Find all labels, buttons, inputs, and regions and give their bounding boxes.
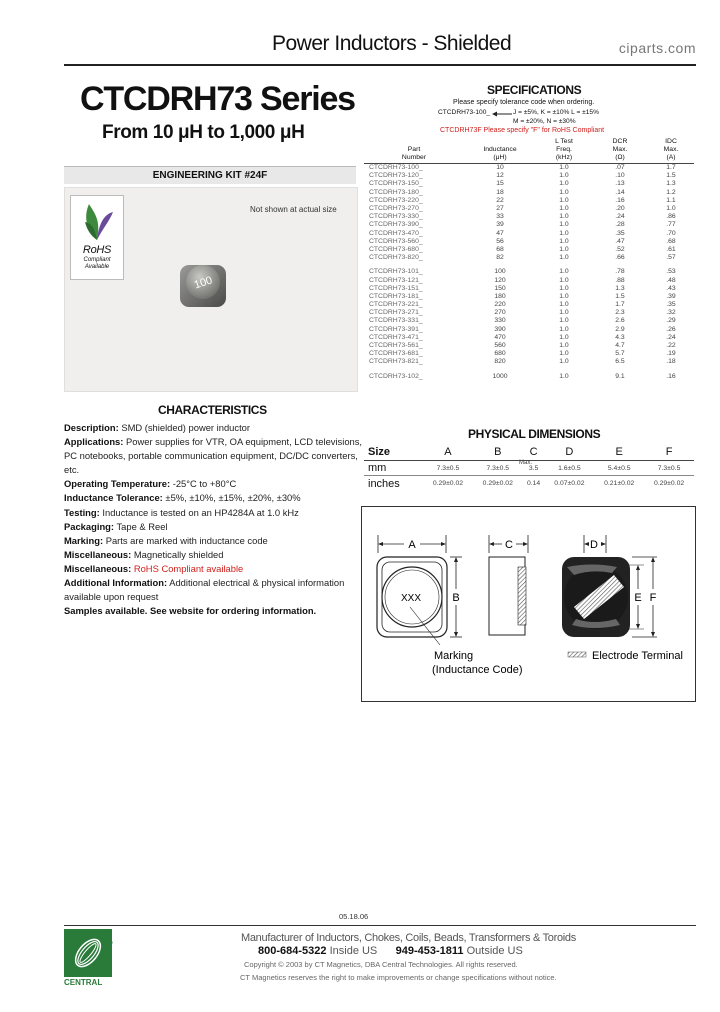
table-row: CTCDRH73-561_ 560 1.0 4.7 .22 <box>369 342 676 350</box>
rohs-logo-subtext: Compliant Available <box>83 257 111 270</box>
bottom-view <box>562 535 683 662</box>
table-row: CTCDRH73-180_ 18 1.0 .14 1.2 <box>369 188 676 196</box>
table-row: CTCDRH73-181_ 180 1.0 1.5 .39 <box>369 292 676 300</box>
logo-wordmark: CENTRAL <box>64 978 103 987</box>
char-row-misc-rohs: Miscellaneous: RoHS Compliant available <box>64 562 244 574</box>
tolerance-codes-line1: J = ±5%, K = ±10% L = ±15% <box>513 109 599 116</box>
table-row: CTCDRH73-271_ 270 1.0 2.3 .32 <box>369 309 676 317</box>
series-range: From 10 μH to 1,000 μH <box>102 122 305 143</box>
table-row: CTCDRH73-471_ 470 1.0 4.3 .24 <box>369 333 676 341</box>
dimensions-row-mm: mm 7.3±0.5 7.3±0.5 3.5 1.6±0.5 5.4±0.5 7.3±0.5 <box>364 461 694 476</box>
not-to-scale-note: Not shown at actual size <box>250 205 337 214</box>
ordering-code: CTCDRH73-100_ <box>438 109 491 116</box>
table-row: CTCDRH73-681_ 680 1.0 5.7 .19 <box>369 350 676 358</box>
table-row: CTCDRH73-560_ 56 1.0 .47 .68 <box>369 237 676 245</box>
inside-us-label: Inside US <box>329 945 378 957</box>
outside-us-label: Outside US <box>466 945 523 957</box>
table-row: CTCDRH73-101_ 100 1.0 .78 .53 <box>369 268 676 276</box>
table-row: CTCDRH73-391_ 390 1.0 2.9 .26 <box>369 325 676 333</box>
max-label: Max. <box>519 460 533 466</box>
table-row: CTCDRH73-331_ 330 1.0 2.6 .29 <box>369 317 676 325</box>
tolerance-codes-line2: M = ±20%, N = ±30% <box>513 118 576 125</box>
series-title: CTCDRH73 Series <box>80 80 355 118</box>
table-row: CTCDRH73-390_ 39 1.0 .28 .77 <box>369 221 676 229</box>
rohs-ordering-note: CTCDRH73F Please specify "F" for RoHS Compliant <box>440 127 605 134</box>
dim-f-label: F <box>649 592 657 604</box>
specifications-title: SPECIFICATIONS <box>487 83 582 97</box>
inductance-code-label: (Inductance Code) <box>432 664 523 676</box>
table-row: CTCDRH73-680_ 68 1.0 .52 .61 <box>369 245 676 253</box>
physical-dimensions-title: PHYSICAL DIMENSIONS <box>468 427 601 441</box>
marking-label: Marking <box>434 650 474 662</box>
electrode-terminal-label: Electrode Terminal <box>592 650 683 662</box>
phone-outside-us[interactable]: 949-453-1811 <box>395 945 464 957</box>
table-row: CTCDRH73-151_ 150 1.0 1.3 .43 <box>369 284 676 292</box>
char-row-description: Description: SMD (shielded) power inductor <box>64 422 251 433</box>
table-row: CTCDRH73-102_ 1000 1.0 9.1 .16 <box>369 372 676 380</box>
char-row-testing: Testing: Inductance is tested on an HP4284A at 1.0 kHz <box>64 506 299 518</box>
table-row: CTCDRH73-330_ 33 1.0 .24 .86 <box>369 213 676 221</box>
arrow-left-icon <box>492 111 512 117</box>
footer-divider <box>64 925 696 926</box>
dim-d-label: D <box>590 539 598 551</box>
side-view <box>489 535 528 635</box>
dim-a-label: A <box>408 539 416 551</box>
inductor-marking: 100 <box>192 274 214 292</box>
dim-c-label: C <box>505 539 513 551</box>
dim-b-label: B <box>452 592 460 604</box>
phone-line <box>258 945 523 957</box>
table-row: CTCDRH73-220_ 22 1.0 .16 1.1 <box>369 196 676 204</box>
revision-date: 05.18.06 <box>339 912 369 921</box>
table-row: CTCDRH73-821_ 820 1.0 6.5 .18 <box>369 358 676 366</box>
marking-code: XXX <box>400 593 422 604</box>
dimensions-header: Size A B C D E F <box>364 443 694 461</box>
copyright: Copyright © 2003 by CT Magnetics, DBA Central Technologies. All rights reserved. <box>244 960 518 969</box>
disclaimer: CT Magnetics reserves the right to make improvements or change specifications without notice. <box>240 973 557 982</box>
dimension-drawing <box>362 507 695 701</box>
characteristics-list <box>64 421 364 618</box>
specifications-table: L Test DCR IDC Part Inductance Freq. Max. Max. Number (μH) (kHz) (Ω) (A) CTCDRH73-100_ 10 1.0 .07 1.7 CTCDRH73-120_ 12 1.0 .10 1.5 CTCDRH73-150_ 15 1.0 .13 1.3 CTCDRH73-180_ 18 1.0 .14 1.2 CTCDRH73-220_ 22 1.0 .16 1.1 CTCDRH73-270_ 27 1.0 .20 1.0 CTCDRH73-330_ 33 1.0 .24 .86 CTCDRH73-390_ 39 1.0 .28 .77 CTCDRH73-470_ 47 1.0 .35 .70 CTCDRH73-560_ 56 1.0 .47 .68 CTCDRH73-680_ 68 1.0 .52 .61 CTCDRH73-820_ 82 1.0 .66 .57 CTCDRH73-101_ 100 1.0 .78 .53 CTCDRH73-121_ 120 1.0 .88 .48 CTCDRH73-151_ 150 1.0 1.3 .43 CTCDRH73-181_ 180 1.0 1.5 .39 CTCDRH73-221_ 220 1.0 1.7 .35 CTCDRH73-271_ 270 1.0 2.3 .32 CTCDRH73-331_ 330 1.0 2.6 .29 CTCDRH73-391_ 390 1.0 2.9 .26 CTCDRH73-471_ 470 1.0 4.3 .24 CTCDRH73-561_ 560 1.0 4.7 .22 CTCDRH73-681_ 680 1.0 5.7 .19 CTCDRH73-821_ 820 1.0 6.5 .18 CTCDRH73-102_ 1000 1.0 9.1 .16 <box>364 138 694 381</box>
char-row-tolerance: Inductance Tolerance: ±5%, ±10%, ±15%, ±20%, ±30% <box>64 492 301 504</box>
electrode-swatch <box>568 652 586 657</box>
dimension-diagram <box>361 506 696 702</box>
table-row: CTCDRH73-470_ 47 1.0 .35 .70 <box>369 229 676 237</box>
engineering-kit-label: ENGINEERING KIT #24F <box>64 166 356 184</box>
tolerance-note: Please specify tolerance code when ordering. <box>453 99 595 106</box>
char-row-operating-temp: Operating Temperature: -25°C to +80°C <box>64 478 237 490</box>
table-row: CTCDRH73-120_ 12 1.0 .10 1.5 <box>369 172 676 180</box>
characteristics-title: CHARACTERISTICS <box>158 403 267 417</box>
char-row-additional-info: Additional Information: Additional electrical & physical information available upon request <box>64 577 345 603</box>
table-row: CTCDRH73-221_ 220 1.0 1.7 .35 <box>369 301 676 309</box>
logo-vertical-text: Technologies <box>104 930 113 977</box>
table-row: CTCDRH73-100_ 10 1.0 .07 1.7 <box>369 164 676 172</box>
site-link[interactable]: ciparts.com <box>618 40 696 56</box>
table-row: CTCDRH73-820_ 82 1.0 .66 .57 <box>369 254 676 262</box>
dimensions-row-inches: inches 0.29±0.02 0.29±0.02 0.14 0.07±0.02 0.21±0.02 0.29±0.02 <box>368 477 685 490</box>
table-row: CTCDRH73-150_ 15 1.0 .13 1.3 <box>369 180 676 188</box>
rohs-logo-text: RoHS <box>82 244 112 256</box>
table-row: CTCDRH73-270_ 27 1.0 .20 1.0 <box>369 205 676 213</box>
leaf-icon <box>79 200 115 242</box>
char-row-applications: Applications: Power supplies for VTR, OA equipment, LCD televisions, PC notebooks, portable communication equipment, DC/DC converters, etc. <box>64 436 363 476</box>
dim-e-label: E <box>634 592 642 604</box>
char-row-misc-shielded: Miscellaneous: Magnetically shielded <box>64 548 224 560</box>
samples-note: Samples available. See website for ordering information. <box>64 605 317 617</box>
manufacturer-line: Manufacturer of Inductors, Chokes, Coils, Beads, Transformers & Toroids <box>241 932 576 944</box>
char-row-packaging: Packaging: Tape & Reel <box>64 520 168 532</box>
inductor-image <box>178 260 228 310</box>
dimensions-table <box>364 443 694 491</box>
specifications-header: Number (μH) (kHz) (Ω) (A) <box>364 154 694 164</box>
char-row-marking: Marking: Parts are marked with inductance code <box>64 534 268 546</box>
table-row: CTCDRH73-121_ 120 1.0 .88 .48 <box>369 276 676 284</box>
phone-inside-us[interactable]: 800-684-5322 <box>258 945 327 957</box>
rohs-badge <box>70 195 124 280</box>
page-header-title: Power Inductors - Shielded <box>272 32 512 55</box>
header-divider <box>64 64 696 66</box>
